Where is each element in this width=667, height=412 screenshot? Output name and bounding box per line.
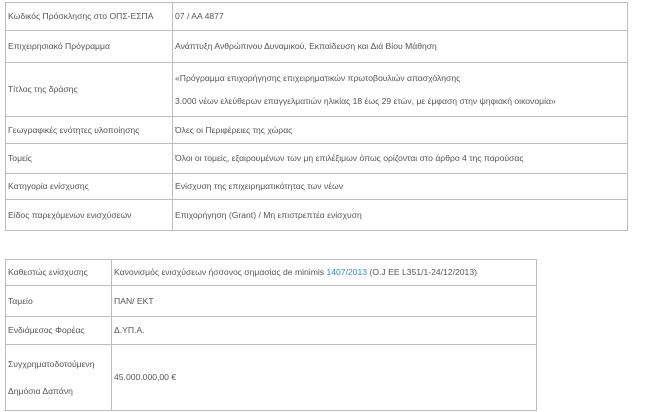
table-row [6, 200, 628, 231]
table-row [6, 144, 628, 174]
row-label: Τομείς [6, 144, 173, 174]
table-row [6, 63, 628, 117]
row-label: Καθεστώς ενίσχυσης [6, 260, 112, 286]
table-row [6, 117, 628, 144]
row-value [112, 260, 537, 286]
table-row [6, 317, 537, 345]
row-label [6, 345, 112, 411]
call-details-table [5, 2, 628, 231]
row-label: Τίτλος της δράσης [6, 63, 173, 117]
row-value [173, 63, 628, 117]
row-value: Ενίσχυση της επιχειρηματικότητας των νέων [173, 174, 628, 200]
row-value: Όλοι οι τομείς, εξαιρουμένων των μη επιλέξιμων όπως ορίζονται στο άρθρο 4 της παρούσας [173, 144, 628, 174]
table-row [6, 260, 537, 286]
table-row [6, 345, 537, 411]
table-row [6, 174, 628, 200]
aid-scheme-reference: (O.J ΕΕ L351/1-24/12/2013) [367, 267, 477, 277]
row-value: Επιχορήγηση (Grant) / Μη επιστρεπτέα ενίσχυση [173, 200, 628, 231]
row-label: Κατηγορία ενίσχυσης [6, 174, 173, 200]
row-label: Γεωγραφικές ενότητες υλοποίησης [6, 117, 173, 144]
action-title-line-1: «Πρόγραμμα επιχορήγησης επιχειρηματικών πρωτοβουλιών απασχόλησης [175, 72, 461, 83]
table-row [6, 31, 628, 63]
row-label: Είδος παρεχόμενων ενισχύσεων [6, 200, 173, 231]
action-title-line-2: 3.000 νέων ελεύθερων επαγγελματιών ηλικίας 18 έως 29 ετών, με έμφαση στην ψηφιακή οικονομία» [175, 95, 556, 106]
row-value: 45.000.000,00 € [112, 345, 537, 411]
row-label: Κωδικός Πρόσκλησης στο ΟΠΣ-ΕΣΠΑ [6, 3, 173, 31]
row-label: Ταμείο [6, 286, 112, 317]
aid-scheme-text: Κανονισμός ενισχύσεων ήσσονος σημασίας de minimis [114, 267, 327, 277]
row-label: Επιχειρησιακό Πρόγραμμα [6, 31, 173, 63]
row-value: 07 / ΑΑ 4877 [173, 3, 628, 31]
table-row [6, 286, 537, 317]
row-label-line-1: Συγχρηματοδοτούμενη [8, 358, 95, 369]
table-row [6, 3, 628, 31]
row-value: ΠΑΝ/ ΕΚΤ [112, 286, 537, 317]
row-value: Δ.ΥΠ.Α. [112, 317, 537, 345]
regulation-link[interactable]: 1407/2013 [326, 267, 368, 277]
row-label-line-2: Δημόσια Δαπάνη [8, 385, 73, 396]
row-value: Ανάπτυξη Ανθρώπινου Δυναμικού, Εκπαίδευση και Διά Βίου Μάθηση [173, 31, 628, 63]
funding-details-table [5, 259, 537, 411]
row-value: Όλες οι Περιφέρειες της χώρας [173, 117, 628, 144]
row-label: Ενδιάμεσος Φορέας [6, 317, 112, 345]
